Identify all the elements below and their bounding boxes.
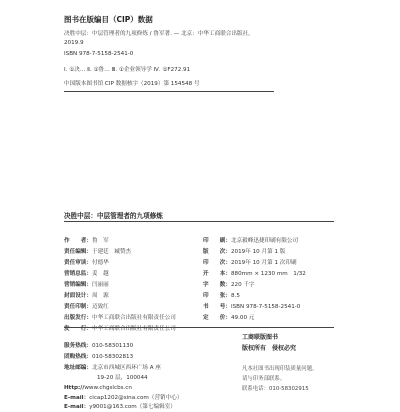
credit-value: 姜 越 [91, 271, 109, 277]
credit-label: 营销编辑： [64, 282, 92, 288]
credit-label: 责任印制： [64, 304, 92, 310]
credit-label: 定 价： [203, 315, 231, 321]
contact-row [64, 393, 176, 412]
contact-label: 地址邮编： [64, 365, 92, 371]
credit-value: 闫丽丽 [91, 282, 109, 288]
credit-label: 责任审读： [64, 260, 92, 266]
notice-heading: 工商联版图书 [242, 334, 279, 341]
contact-value: 010-58301130 [91, 343, 134, 349]
contact-label: E-mail： [64, 395, 90, 401]
credit-value: 中华工商联合出版社有限责任公司 [91, 326, 176, 332]
credit-value: 于建廷 臧赞杰 [91, 249, 132, 255]
credit-value: 8.5 [230, 293, 240, 299]
credit-value: 2019年 10 月第 1 版 [230, 249, 286, 255]
contact-value: www.chgslcbs.cn [84, 385, 132, 391]
contact-value: 19-20 层，100044 [97, 375, 148, 381]
contact-value: y9001@163.com（第七编辑室） [89, 404, 176, 410]
cip-line: 决胜中层：中层管理者的九项修炼 / 鲁军著. — 北京：中华工商联合出版社， [64, 31, 254, 37]
cip-line: 2019.9 [64, 40, 84, 46]
credit-value: 中华工商联合出版社有限责任公司 [91, 315, 176, 321]
credit-value: 鲁 军 [91, 238, 109, 244]
cip-rule [64, 91, 274, 92]
credit-label: 字 数： [203, 282, 231, 288]
cip-line: ISBN 978-7-5158-2541-0 [64, 51, 134, 57]
notice-line: 凡本社图书出现印装质量问题， [242, 366, 318, 372]
credit-value: 880mm × 1230 mm 1/32 [230, 271, 306, 277]
credit-label: 印 刷： [203, 238, 231, 244]
credits-rule [64, 327, 334, 328]
title-rule [64, 221, 334, 222]
credit-value: 北京毅峰迅捷印刷有限公司 [230, 238, 299, 244]
credit-label: 书 号： [203, 304, 231, 310]
contact-value: cicap1202@sina.com（营销中心） [89, 395, 183, 401]
contact-label: E-mail： [64, 404, 90, 410]
credit-value: 付德华 [91, 260, 109, 266]
credit-label: 印 张： [203, 293, 231, 299]
book-title: 决胜中层：中层管理者的九项修炼 [64, 212, 163, 220]
credit-label: 出版发行： [64, 315, 92, 321]
credit-label: 开 本： [203, 271, 231, 277]
contact-label: 团购热线： [64, 354, 92, 360]
credit-label: 营销总监： [64, 271, 92, 277]
cip-line: 中国版本图书馆 CIP 数据核字（2019）第 154548 号 [64, 81, 200, 87]
credit-label: 版 次： [203, 249, 231, 255]
credit-value: 49.00 元 [230, 315, 255, 321]
credit-label: 作 者： [64, 238, 92, 244]
credit-value: 220 千字 [230, 282, 255, 288]
credit-value: 周 源 [91, 293, 109, 299]
cip-line: Ⅰ. ①决… Ⅱ. ①鲁… Ⅲ. ①企业领导学 Ⅳ. ①F272.91 [64, 67, 191, 73]
contact-value: 北京市西城区西环广场 A 座 [91, 365, 161, 371]
credit-value: ISBN 978-7-5158-2541-0 [230, 304, 301, 310]
cip-title: 图书在版编目（CIP）数据 [64, 15, 153, 24]
credit-label: 发 行： [64, 326, 92, 332]
credit-label: 封面设计： [64, 293, 92, 299]
notice-line: 联系电话：010-58302915 [242, 386, 309, 392]
contact-label: 服务热线： [64, 343, 92, 349]
credit-label: 责任编辑： [64, 249, 92, 255]
notice-line: 请与印务部联系。 [242, 376, 286, 382]
contact-value: 010-58302813 [91, 354, 134, 360]
credit-row [203, 304, 254, 323]
credit-value: 迈致红 [91, 304, 109, 310]
credit-value: 2019年 10 月第 1 次印刷 [230, 260, 297, 266]
notice-subheading: 版权所有 侵权必究 [242, 345, 297, 352]
credit-label: 印 次： [203, 260, 231, 266]
contact-label: Http:// [64, 385, 85, 391]
